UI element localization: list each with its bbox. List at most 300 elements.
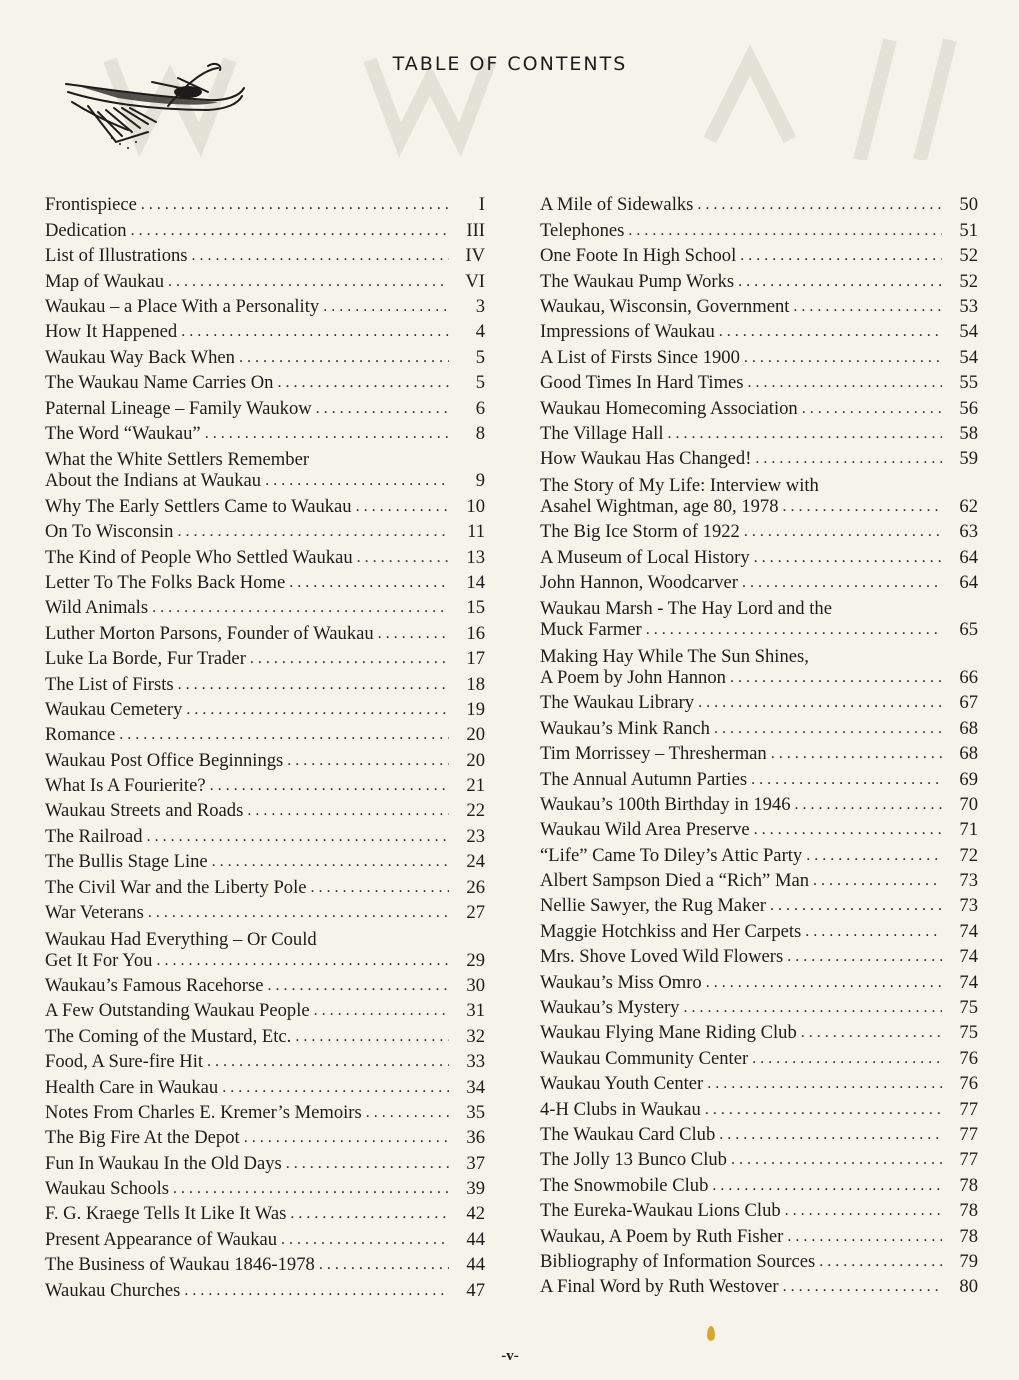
dot-leader [286, 1153, 449, 1174]
dot-leader [719, 321, 942, 342]
toc-entry-title: Fun In Waukau In the Old Days [45, 1152, 282, 1174]
toc-entry-page: 33 [466, 1051, 485, 1073]
toc-entry-title: Waukau’s Famous Racehorse [45, 974, 264, 996]
toc-entry-page: 78 [959, 1174, 978, 1196]
dot-leader [787, 946, 942, 967]
toc-entry-title: On To Wisconsin [45, 521, 174, 543]
dot-leader [205, 423, 449, 444]
toc-entry-page: 22 [466, 800, 485, 822]
toc-entry-page: 23 [466, 825, 485, 847]
toc-entry-page: 72 [959, 844, 978, 866]
toc-entry-title: Waukau’s 100th Birthday in 1946 [540, 793, 791, 815]
toc-entry-page: 53 [959, 295, 978, 317]
dot-leader [210, 775, 449, 796]
toc-entry [540, 640, 978, 688]
toc-entry-page: 75 [959, 1022, 978, 1044]
toc-entry-page: 35 [466, 1101, 485, 1123]
toc-entry-title: Waukau, Wisconsin, Government [540, 295, 790, 317]
toc-entry-title-line1: Waukau Marsh - The Hay Lord and the [540, 598, 832, 620]
quill-scroll-illustration [58, 62, 248, 154]
dot-leader [707, 1073, 942, 1094]
toc-entry-title: Impressions of Waukau [540, 321, 715, 343]
dot-leader [805, 921, 942, 942]
toc-entry-page: 77 [959, 1098, 978, 1120]
dot-leader [265, 470, 449, 491]
dot-leader [730, 667, 942, 688]
toc-entry-page: 69 [959, 768, 978, 790]
toc-entry-title: Waukau Churches [45, 1279, 181, 1301]
toc-entry [45, 292, 485, 317]
dot-leader [738, 271, 942, 292]
dot-leader [706, 972, 942, 993]
toc-entry-title: Maggie Hotchkiss and Her Carpets [540, 920, 802, 942]
toc-entry-page: 58 [959, 422, 978, 444]
toc-entry [540, 815, 978, 840]
toc-entry [45, 971, 485, 996]
toc-entry-page: 76 [959, 1073, 978, 1095]
toc-entry [540, 190, 978, 215]
toc-entry [540, 542, 978, 567]
toc-entry [45, 1148, 485, 1173]
toc-entry-page: III [466, 219, 485, 241]
toc-entry-page: 11 [467, 521, 485, 543]
toc-entry-page: 20 [466, 749, 485, 771]
toc-entry [540, 317, 978, 342]
toc-entry-title: Waukau Flying Mane Riding Club [540, 1022, 797, 1044]
toc-entry-page: 6 [475, 397, 485, 419]
toc-entry-title: The Big Ice Storm of 1922 [540, 521, 740, 543]
dot-leader [314, 1000, 449, 1021]
toc-entry-page: 52 [959, 270, 978, 292]
toc-entry-page: 65 [959, 619, 978, 641]
toc-entry-title: The Snowmobile Club [540, 1174, 709, 1196]
toc-entry-page: 70 [959, 793, 978, 815]
toc-entry-page: 14 [466, 571, 485, 593]
dot-leader [770, 895, 942, 916]
dot-leader [698, 692, 942, 713]
dot-leader [744, 347, 942, 368]
toc-entry-title: The Coming of the Mustard, Etc. [45, 1025, 292, 1047]
toc-entry [45, 1047, 485, 1072]
toc-entry-line2 [45, 950, 485, 971]
toc-entry-title: Waukau Way Back When [45, 346, 235, 368]
toc-entry [45, 847, 485, 872]
dot-leader [177, 521, 449, 542]
toc-entry-page: 79 [959, 1250, 978, 1272]
dot-leader [141, 194, 449, 215]
toc-entry-page: 80 [959, 1276, 978, 1298]
toc-entry [540, 866, 978, 891]
toc-entry-title: Asahel Wightman, age 80, 1978 [540, 495, 779, 517]
dot-leader [802, 398, 942, 419]
dot-leader [277, 372, 449, 393]
toc-entry-page: 9 [475, 470, 485, 492]
toc-entry-title: A Museum of Local History [540, 546, 750, 568]
toc-entry [45, 644, 485, 669]
dot-leader [719, 1124, 942, 1145]
toc-entry [45, 1021, 485, 1046]
toc-entry-title: The List of Firsts [45, 673, 174, 695]
toc-entry [45, 796, 485, 821]
dot-leader [783, 1276, 942, 1297]
dot-leader [178, 674, 449, 695]
toc-entry [540, 891, 978, 916]
dot-leader [239, 347, 449, 368]
toc-entry-page: 62 [959, 495, 978, 517]
toc-entry [540, 568, 978, 593]
toc-left-column [45, 190, 485, 1301]
toc-entry-page: 18 [466, 673, 485, 695]
dot-leader [295, 1026, 449, 1047]
toc-entry-page: 67 [959, 692, 978, 714]
toc-entry [540, 419, 978, 444]
toc-entry [45, 695, 485, 720]
toc-entry [45, 996, 485, 1021]
toc-entry-page: 73 [959, 895, 978, 917]
dot-leader [755, 448, 942, 469]
dot-leader [751, 769, 942, 790]
toc-entry [540, 1043, 978, 1068]
dot-leader [378, 623, 449, 644]
toc-entry [540, 713, 978, 738]
toc-entry [540, 688, 978, 713]
toc-entry-title: List of Illustrations [45, 245, 188, 267]
toc-entry-page: 52 [959, 245, 978, 267]
toc-entry-title: Luke La Borde, Fur Trader [45, 648, 246, 670]
dot-leader [740, 245, 942, 266]
toc-entry [45, 517, 485, 542]
toc-entry [45, 1174, 485, 1199]
dot-leader [181, 321, 449, 342]
toc-entry [540, 1170, 978, 1195]
toc-entry-title: Tim Morrissey – Thresherman [540, 743, 767, 765]
toc-entry-title: Waukau Homecoming Association [540, 397, 798, 419]
toc-entry-page: 13 [466, 546, 485, 568]
toc-entry-page: 74 [959, 920, 978, 942]
toc-entry [45, 491, 485, 516]
toc-entry-title: Frontispiece [45, 194, 137, 216]
toc-entry-title-line1: What the White Settlers Remember [45, 449, 310, 471]
toc-entry [45, 898, 485, 923]
toc-entry-title: The Kind of People Who Settled Waukau [45, 546, 353, 568]
toc-entry [45, 342, 485, 367]
toc-entry-title: Mrs. Shove Loved Wild Flowers [540, 946, 784, 968]
dot-leader [754, 819, 942, 840]
toc-entry-page: 74 [959, 946, 978, 968]
toc-entry-title: A Poem by John Hannon [540, 666, 726, 688]
toc-entry-title: Luther Morton Parsons, Founder of Waukau [45, 622, 374, 644]
dot-leader [742, 572, 942, 593]
toc-entry-title: Waukau, A Poem by Ruth Fisher [540, 1225, 784, 1247]
toc-entry [45, 266, 485, 291]
toc-entry-title: Letter To The Folks Back Home [45, 571, 286, 593]
toc-entry-title: F. G. Kraege Tells It Like It Was [45, 1203, 287, 1225]
toc-entry-page: 3 [475, 295, 485, 317]
dot-leader [148, 902, 449, 923]
toc-entry-title: Waukau Post Office Beginnings [45, 749, 284, 771]
toc-entry-page: 19 [466, 698, 485, 720]
toc-entry-page: 75 [959, 997, 978, 1019]
toc-entry-page: 59 [959, 448, 978, 470]
toc-entry [45, 1250, 485, 1275]
toc-entry-page: 34 [466, 1076, 485, 1098]
toc-entry [45, 419, 485, 444]
toc-entry-page: 21 [466, 775, 485, 797]
dot-leader [787, 1226, 942, 1247]
toc-entry-title: Waukau Community Center [540, 1047, 749, 1069]
dot-leader [785, 1200, 942, 1221]
toc-right-column [540, 190, 978, 1297]
toc-entry-title: The Bullis Stage Line [45, 851, 208, 873]
dot-leader [712, 1175, 942, 1196]
toc-entry-title: The Big Fire At the Depot [45, 1127, 240, 1149]
toc-entry [45, 542, 485, 567]
toc-entry-page: 30 [466, 974, 485, 996]
dot-leader [748, 372, 942, 393]
dot-leader [250, 648, 449, 669]
toc-entry-title: The Waukau Name Carries On [45, 372, 274, 394]
dot-leader [744, 521, 942, 542]
toc-entry [45, 669, 485, 694]
toc-entry [45, 1275, 485, 1300]
dot-leader [783, 496, 942, 517]
dot-leader [119, 724, 449, 745]
dot-leader [646, 619, 942, 640]
toc-entry-page: 68 [959, 743, 978, 765]
toc-entry-title: Notes From Charles E. Kremer’s Memoirs [45, 1101, 362, 1123]
toc-entry-title: Dedication [45, 219, 127, 241]
dot-leader [290, 1203, 449, 1224]
toc-entry-title-line1: The Story of My Life: Interview with [540, 474, 819, 496]
toc-entry-page: 76 [959, 1047, 978, 1069]
toc-entry-page: 73 [959, 870, 978, 892]
toc-entry [540, 517, 978, 542]
toc-entry-page: 15 [466, 597, 485, 619]
toc-entry-title: Waukau Schools [45, 1178, 169, 1200]
toc-entry-page: 74 [959, 971, 978, 993]
toc-entry [540, 1221, 978, 1246]
toc-entry [45, 190, 485, 215]
toc-entry-page: 37 [466, 1152, 485, 1174]
toc-entry-title: Good Times In Hard Times [540, 372, 744, 394]
toc-entry-title: The Village Hall [540, 422, 664, 444]
toc-entry-page: 4 [475, 321, 485, 343]
toc-entry [540, 368, 978, 393]
toc-entry [45, 317, 485, 342]
toc-entry-page: 26 [466, 876, 485, 898]
toc-entry [540, 1120, 978, 1145]
toc-entry-title: Waukau Wild Area Preserve [540, 819, 750, 841]
toc-entry [540, 241, 978, 266]
toc-entry-page: 17 [466, 648, 485, 670]
toc-entry-page: VI [465, 270, 485, 292]
toc-entry-title: Waukau Youth Center [540, 1073, 704, 1095]
toc-entry-page: 78 [959, 1225, 978, 1247]
toc-entry-title: Telephones [540, 219, 625, 241]
dot-leader [731, 1149, 942, 1170]
toc-entry [45, 872, 485, 897]
toc-entry-title: A Few Outstanding Waukau People [45, 1000, 310, 1022]
toc-entry-title: A List of Firsts Since 1900 [540, 346, 740, 368]
toc-entry-title: Waukau’s Mystery [540, 997, 680, 1019]
dot-leader [628, 220, 942, 241]
dot-leader [366, 1102, 449, 1123]
toc-entry-page: IV [465, 245, 485, 267]
toc-entry [540, 739, 978, 764]
toc-entry [45, 593, 485, 618]
dot-leader [184, 1280, 449, 1301]
toc-entry [540, 1018, 978, 1043]
toc-entry [45, 720, 485, 745]
toc-entry-page: 42 [466, 1203, 485, 1225]
toc-entry-title: The Business of Waukau 1846-1978 [45, 1254, 315, 1276]
toc-entry-page: 50 [959, 194, 978, 216]
toc-entry-page: 56 [959, 397, 978, 419]
toc-entry-page: 66 [959, 666, 978, 688]
toc-entry-title: The Waukau Card Club [540, 1124, 716, 1145]
toc-entry-page: 36 [466, 1127, 485, 1149]
toc-entry-line2 [540, 496, 978, 517]
toc-entry-page: 16 [466, 622, 485, 644]
toc-entry-title: Nellie Sawyer, the Rug Maker [540, 895, 766, 917]
toc-entry-page: 29 [466, 949, 485, 971]
toc-entry-page: 27 [466, 902, 485, 924]
toc-entry [540, 1272, 978, 1297]
toc-entry-title: Romance [45, 724, 116, 746]
toc-entry-page: 5 [475, 372, 485, 394]
dot-leader [173, 1178, 449, 1199]
toc-entry [45, 215, 485, 240]
toc-entry [540, 1069, 978, 1094]
dot-leader [319, 1254, 449, 1275]
dot-leader [156, 950, 449, 971]
toc-entry [45, 771, 485, 796]
toc-entry-title: Health Care in Waukau [45, 1076, 219, 1098]
dot-leader [323, 296, 449, 317]
toc-entry-page: 31 [466, 1000, 485, 1022]
toc-entry-page: 44 [466, 1254, 485, 1276]
dot-leader [152, 597, 449, 618]
toc-entry-page: 64 [959, 546, 978, 568]
page-number: -v- [501, 1348, 519, 1364]
dot-leader [754, 547, 942, 568]
toc-entry-title: Waukau Cemetery [45, 698, 183, 720]
dot-leader [705, 1099, 942, 1120]
toc-entry [540, 1094, 978, 1119]
dot-leader [795, 794, 942, 815]
toc-entry-page: 8 [475, 422, 485, 444]
dot-leader [697, 194, 942, 215]
toc-entry [540, 764, 978, 789]
toc-entry-line2 [540, 667, 978, 688]
toc-entry-title: Food, A Sure-fire Hit [45, 1051, 204, 1073]
toc-entry [540, 1247, 978, 1272]
dot-leader [244, 1127, 449, 1148]
dot-leader [168, 271, 449, 292]
toc-entry-page: 55 [959, 372, 978, 394]
dot-leader [752, 1048, 942, 1069]
dot-leader [222, 1077, 449, 1098]
toc-entry-title: A Final Word by Ruth Westover [540, 1276, 779, 1298]
toc-entry [540, 342, 978, 367]
toc-entry-page: 39 [466, 1178, 485, 1200]
toc-entry-title: “Life” Came To Diley’s Attic Party [540, 844, 803, 866]
toc-entry-title: The Word “Waukau” [45, 422, 201, 444]
toc-entry [540, 790, 978, 815]
toc-entry-title: Map of Waukau [45, 270, 164, 292]
toc-entry-page: 47 [466, 1279, 485, 1301]
toc-entry-page: 77 [959, 1149, 978, 1171]
toc-entry-title: The Jolly 13 Bunco Club [540, 1149, 727, 1171]
dot-leader [813, 870, 942, 891]
dot-leader [316, 398, 449, 419]
dot-leader [267, 975, 449, 996]
toc-entry [45, 444, 485, 492]
toc-entry-page: 24 [466, 851, 485, 873]
dot-leader [186, 699, 449, 720]
dot-leader [131, 220, 449, 241]
toc-entry [45, 821, 485, 846]
toc-entry-title: One Foote In High School [540, 245, 737, 267]
toc-entry [540, 266, 978, 291]
dot-leader [806, 845, 942, 866]
dot-leader [668, 423, 943, 444]
toc-entry-page: 64 [959, 571, 978, 593]
toc-entry-page: I [478, 194, 485, 216]
toc-entry-line2 [540, 619, 978, 640]
toc-entry-title: How It Happened [45, 321, 178, 343]
toc-entry [540, 215, 978, 240]
dot-leader [192, 245, 449, 266]
dot-leader [247, 800, 449, 821]
toc-entry-title: Muck Farmer [540, 619, 642, 641]
toc-entry-page: 63 [959, 521, 978, 543]
toc-entry-title: The Railroad [45, 825, 143, 847]
toc-entry-line2 [45, 470, 485, 491]
dot-leader [281, 1229, 449, 1250]
toc-entry-title: Present Appearance of Waukau [45, 1228, 278, 1250]
toc-entry [540, 593, 978, 641]
dot-leader [771, 743, 942, 764]
toc-entry [45, 1123, 485, 1148]
toc-entry [540, 393, 978, 418]
toc-entry-title: The Waukau Pump Works [540, 270, 735, 292]
toc-entry-page: 78 [959, 1200, 978, 1222]
toc-entry [540, 993, 978, 1018]
ink-speck [707, 1326, 715, 1341]
dot-leader [819, 1251, 942, 1272]
toc-entry [540, 292, 978, 317]
toc-entry-page: 54 [959, 321, 978, 343]
toc-entry [45, 1224, 485, 1249]
dot-leader [311, 877, 449, 898]
dot-leader [356, 496, 449, 517]
toc-entry [45, 1098, 485, 1123]
toc-entry-page: 68 [959, 717, 978, 739]
toc-entry-title: The Civil War and the Liberty Pole [45, 876, 307, 898]
toc-entry-title: Albert Sampson Died a “Rich” Man [540, 870, 810, 892]
toc-entry [45, 745, 485, 770]
dot-leader [714, 718, 942, 739]
toc-entry-title: Bibliography of Information Sources [540, 1250, 816, 1272]
toc-entry [45, 368, 485, 393]
toc-entry [540, 1196, 978, 1221]
toc-entry-page: 10 [466, 495, 485, 517]
toc-entry-title: About the Indians at Waukau [45, 470, 262, 492]
toc-entry [45, 393, 485, 418]
toc-entry-title: 4-H Clubs in Waukau [540, 1098, 701, 1120]
toc-entry-page: 54 [959, 346, 978, 368]
